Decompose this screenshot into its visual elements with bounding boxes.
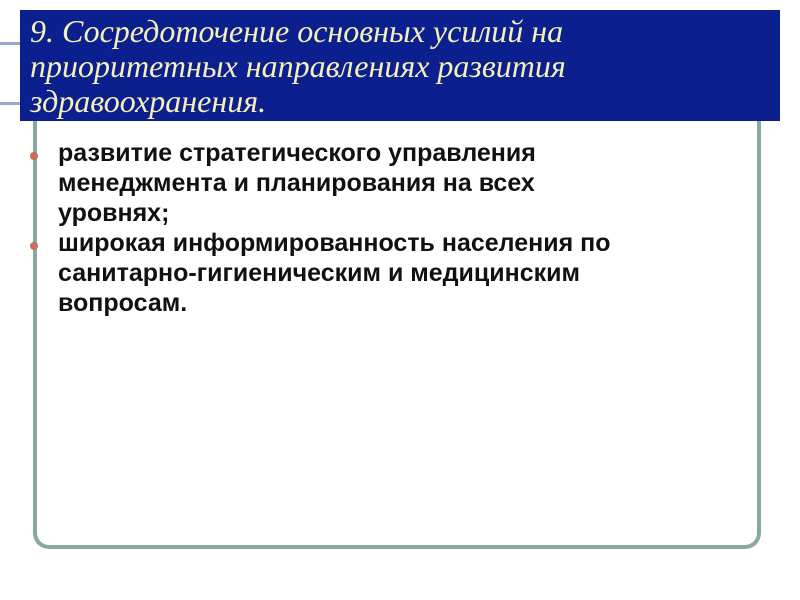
bullet-list [26,138,766,318]
bullet-text: широкая информированность населения по санитарно-гигиеническим и медицинским вопросам. [58,229,611,317]
slide-title: 9. Сосредоточение основных усилий на приоритетных направлениях развития здравоохранения. [30,13,566,119]
bullet-item [26,138,766,228]
decorative-stripe-bottom [0,102,20,105]
title-bar [20,10,780,121]
bullet-dot-icon [30,242,38,250]
decorative-stripe-top [0,42,20,45]
bullet-text: развитие стратегического управления менеджмента и планирования на всех уровнях; [58,139,536,227]
bullet-item [26,228,766,318]
bullet-dot-icon [30,152,38,160]
